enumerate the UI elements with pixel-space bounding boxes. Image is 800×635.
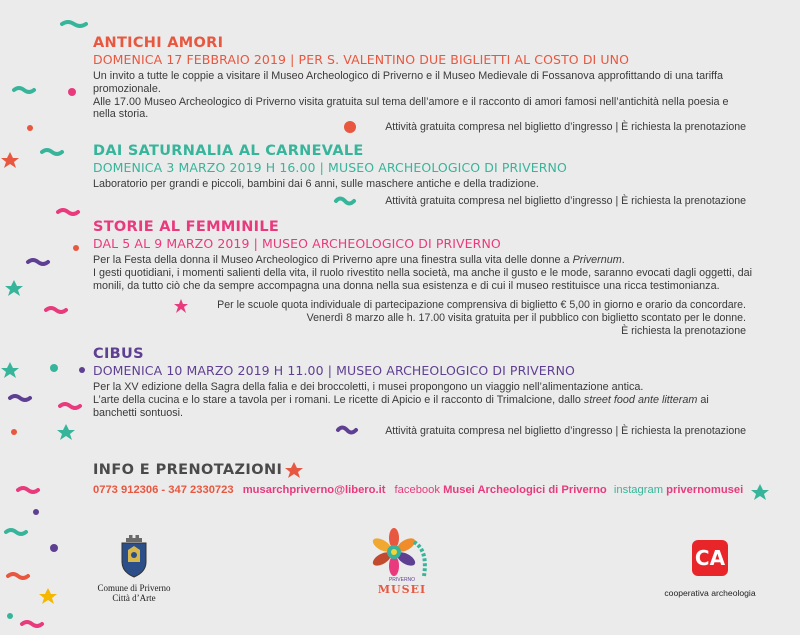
musei-wordmark: MUSEI xyxy=(377,583,427,596)
comune-priverno-logo xyxy=(92,534,176,603)
email-link[interactable]: musarchpriverno@libero.it xyxy=(242,484,386,496)
wave-icon xyxy=(333,195,357,207)
event-note: Attività gratuita compresa nel biglietto d’ingresso | È richiesta la prenotazione xyxy=(385,425,746,437)
event-note-line: Venerdì 8 marzo alle h. 17.00 visita gratuita per il pubblico con biglietto scontato per le donne. xyxy=(306,311,746,324)
event-description xyxy=(93,70,753,121)
cooperativa-caption: cooperativa archeologia xyxy=(664,588,756,598)
event-note: Attività gratuita compresa nel biglietto d’ingresso | È richiesta la prenotazione xyxy=(385,195,746,207)
event-storie-femminile xyxy=(93,219,753,292)
instagram-link[interactable]: privernomusei xyxy=(666,484,744,496)
event-title: DAI SATURNALIA AL CARNEVALE xyxy=(93,143,364,159)
event-description xyxy=(93,381,753,419)
event-subtitle: DOMENICA 17 FEBBRAIO 2019 | PER S. VALENTINO DUE BIGLIETTI AL COSTO DI UNO xyxy=(93,52,630,67)
coat-of-arms-icon xyxy=(119,534,149,578)
star-icon xyxy=(173,298,189,314)
event-description-paragraph: Per la XV edizione della Sagra della falia e dei broccoletti, i musei propongono un viaggio nell’alimentazione antica. xyxy=(93,381,644,393)
event-description-paragraph: Un invito a tutte le coppie a visitare il Museo Archeologico di Priverno e il Museo Medievale di Fossanova approfittando di una tariffa promozionale. xyxy=(93,70,723,95)
cooperativa-archeologia-logo xyxy=(664,540,756,598)
event-description-paragraph: L’arte della cucina e lo stare a tavola per i romani. Le ricette di Apicio e il racconto di Trimalcione, dallo street food ante litteram ai banchetti sontuosi. xyxy=(93,393,709,419)
info-title: INFO E PRENOTAZIONI xyxy=(93,462,283,478)
facebook-label: facebook xyxy=(394,484,440,496)
comune-name: Comune di Priverno xyxy=(97,583,171,593)
event-note: Attività gratuita compresa nel biglietto d’ingresso | È richiesta la prenotazione xyxy=(385,121,746,133)
event-note xyxy=(217,299,746,337)
ca-mark-icon: CA xyxy=(692,540,728,576)
event-note-line: Per le scuole quota individuale di partecipazione comprensiva di biglietto € 5,00 in giorno e orario da concordare. xyxy=(217,299,746,311)
phone-numbers[interactable]: 0773 912306 - 347 2330723 xyxy=(93,484,234,496)
event-description-paragraph: I gesti quotidiani, i momenti salienti della vita, il ruolo rivestito nella società, ma anche il gusto e le mode, saranno evocati dagli oggetti, dai monili, da tutto ciò che da sempre accompagna una donna nella sua esistenza e di cui il museo restituisce una ricca testimonianza. xyxy=(93,266,752,292)
event-description xyxy=(93,254,753,292)
wave-icon xyxy=(335,424,359,436)
event-description-paragraph: Per la Festa della donna il Museo Archeologico di Priverno apre una finestra sulla vita delle donne a Privernum. xyxy=(93,254,625,266)
event-subtitle: DAL 5 AL 9 MARZO 2019 | MUSEO ARCHEOLOGICO DI PRIVERNO xyxy=(93,236,501,251)
event-cibus xyxy=(93,346,753,419)
event-description-paragraph: Alle 17.00 Museo Archeologico di Priverno visita gratuita sul tema dell’amore e il racconto di amori famosi nell’antichità nella poesia e nella storia. xyxy=(93,95,729,121)
comune-subtitle: Città d’Arte xyxy=(112,593,156,603)
event-title: CIBUS xyxy=(93,346,144,362)
event-antichi-amori xyxy=(93,35,753,121)
contact-line xyxy=(93,484,743,496)
event-description-paragraph: Laboratorio per grandi e piccoli, bambini dai 6 anni, sulle maschere antiche e della tradizione. xyxy=(93,178,539,190)
event-saturnalia xyxy=(93,143,753,191)
red-dot-icon xyxy=(343,120,357,134)
event-note-line: È richiesta la prenotazione xyxy=(621,324,746,337)
priverno-musei-logo xyxy=(364,528,440,596)
event-title: STORIE AL FEMMINILE xyxy=(93,219,280,235)
event-title: ANTICHI AMORI xyxy=(93,35,224,51)
event-subtitle: DOMENICA 10 MARZO 2019 H 11.00 | MUSEO ARCHEOLOGICO DI PRIVERNO xyxy=(93,363,575,378)
event-subtitle: DOMENICA 3 MARZO 2019 H 16.00 | MUSEO ARCHEOLOGICO DI PRIVERNO xyxy=(93,160,567,175)
facebook-link[interactable]: Musei Archeologici di Priverno xyxy=(443,484,607,496)
event-description xyxy=(93,178,753,191)
instagram-label: instagram xyxy=(613,484,664,496)
musei-priverno-small: PRIVERNO xyxy=(388,577,416,583)
